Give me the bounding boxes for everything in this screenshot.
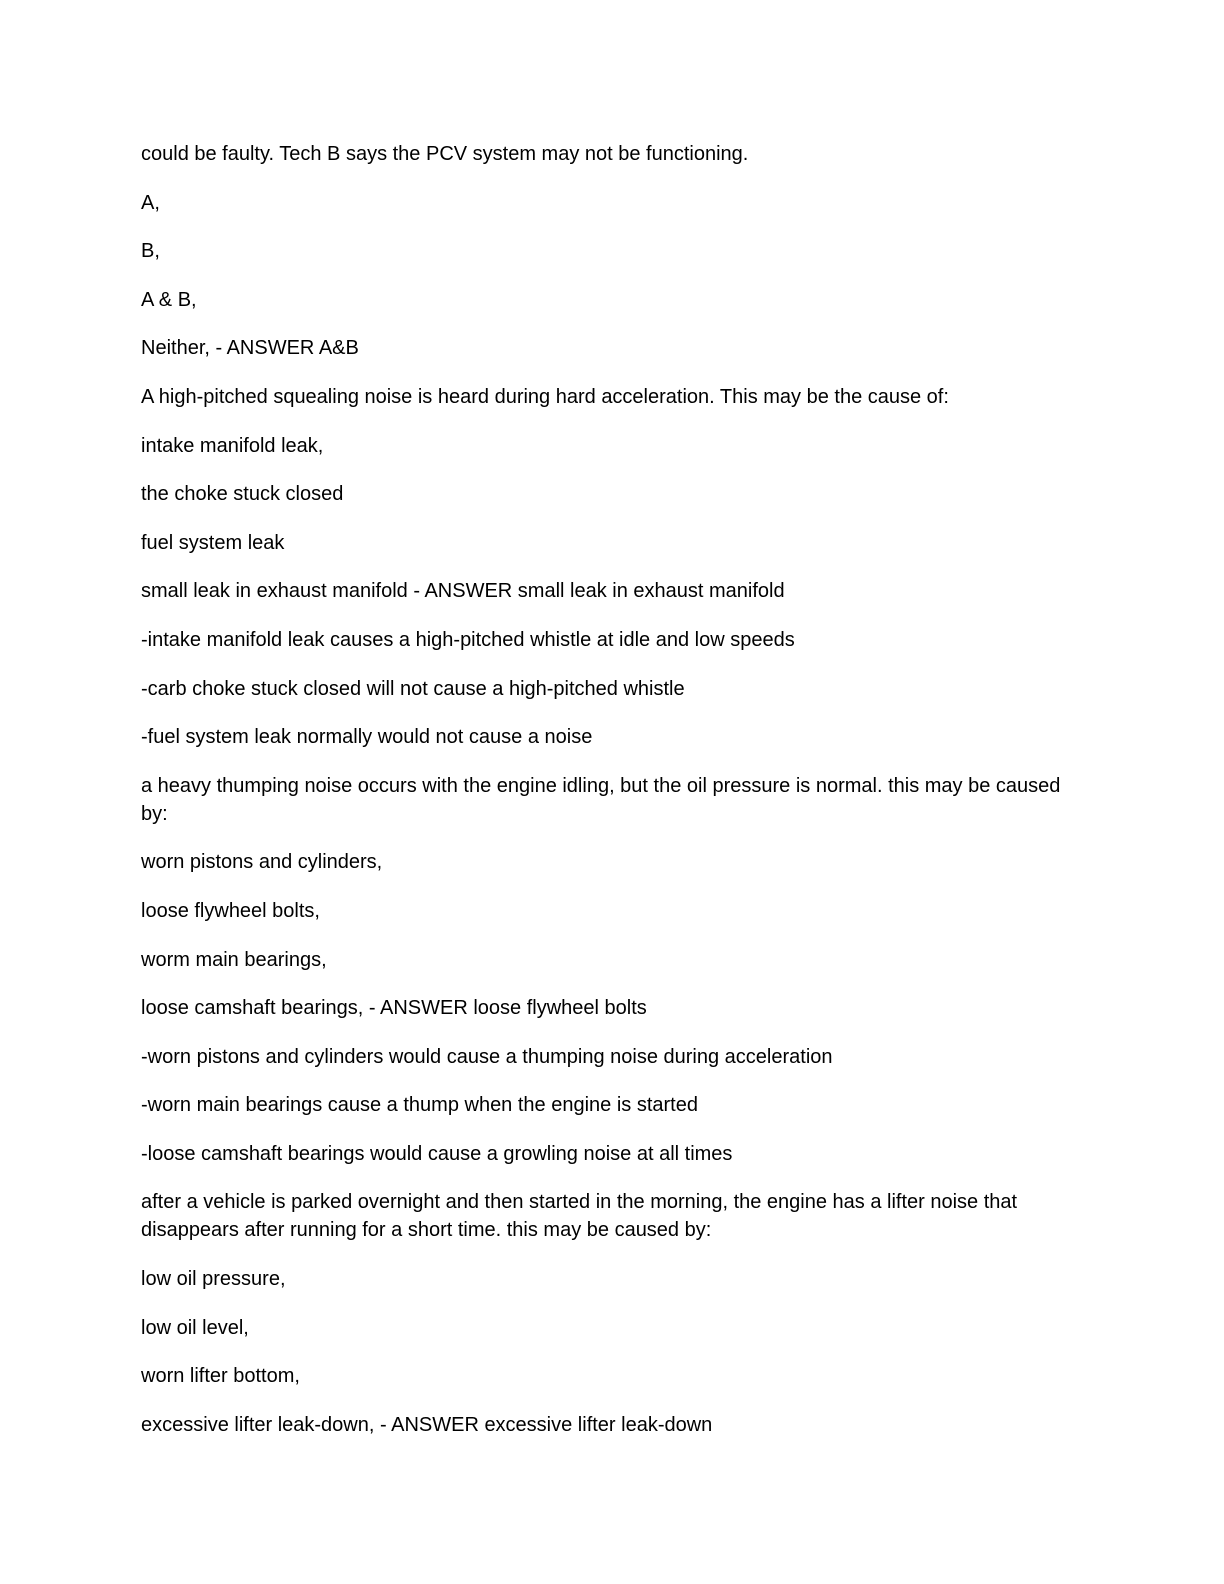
paragraph-explanation-fuel: -fuel system leak normally would not cause a noise	[141, 726, 593, 749]
paragraph-option-a: A,	[141, 191, 160, 214]
paragraph-option-b: B,	[141, 240, 160, 263]
paragraph-option-fuel-leak: fuel system leak	[141, 531, 285, 554]
paragraph-option-flywheel-bolts: loose flywheel bolts,	[141, 899, 320, 922]
paragraph-option-exhaust-leak-answer: small leak in exhaust manifold - ANSWER small leak in exhaust manifold	[141, 580, 785, 603]
paragraph-option-main-bearings: worm main bearings,	[141, 948, 327, 971]
paragraph-option-worn-lifter: worn lifter bottom,	[141, 1365, 300, 1388]
paragraph-explanation-intake: -intake manifold leak causes a high-pitched whistle at idle and low speeds	[141, 628, 795, 651]
paragraph-explanation-camshaft: -loose camshaft bearings would cause a growling noise at all times	[141, 1142, 733, 1165]
paragraph-option-a-and-b: A & B,	[141, 288, 197, 311]
paragraph-option-low-oil-level: low oil level,	[141, 1316, 249, 1339]
paragraph-explanation-pistons: -worn pistons and cylinders would cause a thumping noise during acceleration	[141, 1045, 833, 1068]
paragraph-option-leak-down-answer: excessive lifter leak-down, - ANSWER excessive lifter leak-down	[141, 1413, 713, 1436]
paragraph-question-lifter-noise: after a vehicle is parked overnight and then started in the morning, the engine has a lifter noise that disappears after running for a short time. this may be caused by:	[141, 1191, 1018, 1242]
paragraph-option-low-oil-pressure: low oil pressure,	[141, 1268, 286, 1291]
paragraph-question-continuation: could be faulty. Tech B says the PCV system may not be functioning.	[141, 143, 749, 165]
paragraph-question-squealing-noise: A high-pitched squealing noise is heard during hard acceleration. This may be the cause of:	[141, 385, 949, 408]
paragraph-explanation-main-bearings: -worn main bearings cause a thump when the engine is started	[141, 1094, 698, 1117]
paragraph-option-intake-leak: intake manifold leak,	[141, 434, 324, 457]
paragraph-question-thumping-noise: a heavy thumping noise occurs with the engine idling, but the oil pressure is normal. this may be caused by:	[141, 774, 1061, 825]
paragraph-option-camshaft-answer: loose camshaft bearings, - ANSWER loose flywheel bolts	[141, 997, 647, 1020]
document-body	[141, 140, 1076, 1459]
paragraph-option-worn-pistons: worn pistons and cylinders,	[141, 851, 383, 874]
paragraph-option-choke-stuck: the choke stuck closed	[141, 483, 344, 506]
paragraph-explanation-choke: -carb choke stuck closed will not cause a high-pitched whistle	[141, 677, 685, 700]
paragraph-option-neither-answer: Neither, - ANSWER A&B	[141, 337, 359, 360]
